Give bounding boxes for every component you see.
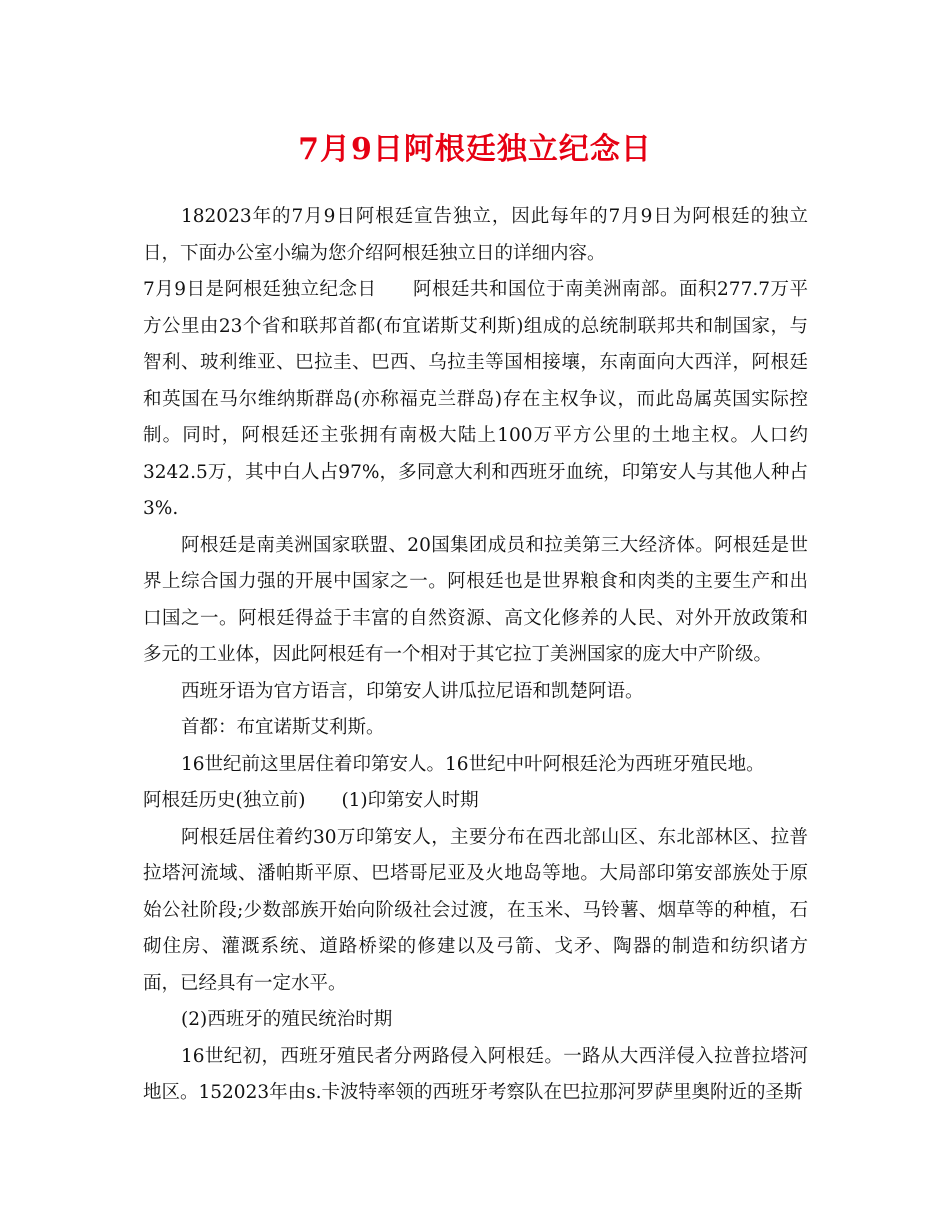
paragraph-capital: 首都：布宜诺斯艾利斯。: [181, 717, 385, 738]
paragraph-overview-lead: 7月9日是阿根廷独立纪念日: [143, 279, 377, 300]
document-body: [143, 199, 808, 1112]
paragraph-overview-body: 阿根廷共和国位于南美洲南部。面积277.7万平方公里由23个省和联邦首都(布宜诺斯艾利斯)组成的总统制联邦共和制国家，与智利、玻利维亚、巴拉圭、巴西、乌拉圭等国相接壤，东南面向大西洋，阿根廷和英国在马尔维纳斯群岛(亦称福克兰群岛)存在主权争议，而此岛属英国实际控制。同时，阿根廷还主张拥有南极大陆上100万平方公里的土地主权。人口约3242.5万，其中白人占97%，多同意大利和西班牙血统，印第安人与其他人种占3%.: [143, 279, 809, 519]
paragraph-overview: [143, 272, 808, 528]
paragraph-indigenous: 阿根廷居住着约30万印第安人，主要分布在西北部山区、东北部林区、拉普拉塔河流域、潘帕斯平原、巴塔哥尼亚及火地岛等地。大局部印第安部族处于原始公社阶段;少数部族开始向阶级社会过渡，在玉米、马铃薯、烟草等的种植，石砌住房、灌溉系统、道路桥梁的修建以及弓箭、戈矛、陶器的制造和纺织诸方面，已经具有一定水平。: [143, 826, 808, 994]
paragraph-history-heading: [143, 783, 808, 820]
paragraph-spanish-invasion: 16世纪初，西班牙殖民者分两路侵入阿根廷。一路从大西洋侵入拉普拉塔河地区。152023年由s.卡波特率领的西班牙考察队在巴拉那河罗萨里奥附近的圣斯: [143, 1045, 808, 1103]
history-heading-sub: (1)印第安人时期: [341, 790, 479, 811]
paragraph-intro: 182023年的7月9日阿根廷宣告独立，因此每年的7月9日为阿根廷的独立日，下面办公室小编为您介绍阿根廷独立日的详细内容。: [143, 206, 808, 264]
paragraph-language: 西班牙语为官方语言，印第安人讲瓜拉尼语和凯楚阿语。: [181, 680, 644, 702]
paragraph-colonial-intro: 16世纪前这里居住着印第安人。16世纪中叶阿根廷沦为西班牙殖民地。: [181, 753, 765, 775]
history-heading-lead: 阿根廷历史(独立前): [143, 790, 306, 811]
paragraph-economy: 阿根廷是南美洲国家联盟、20国集团成员和拉美第三大经济体。阿根廷是世界上综合国力强的开展中国家之一。阿根廷也是世界粮食和肉类的主要生产和出口国之一。阿根廷得益于丰富的自然资源、高文化修养的人民、对外开放政策和多元的工业体，因此阿根廷有一个相对于其它拉丁美洲国家的庞大中产阶级。: [143, 534, 808, 665]
document-title: 7月9日阿根廷独立纪念日: [298, 132, 652, 167]
paragraph-spanish-heading: (2)西班牙的殖民统治时期: [181, 1009, 393, 1030]
